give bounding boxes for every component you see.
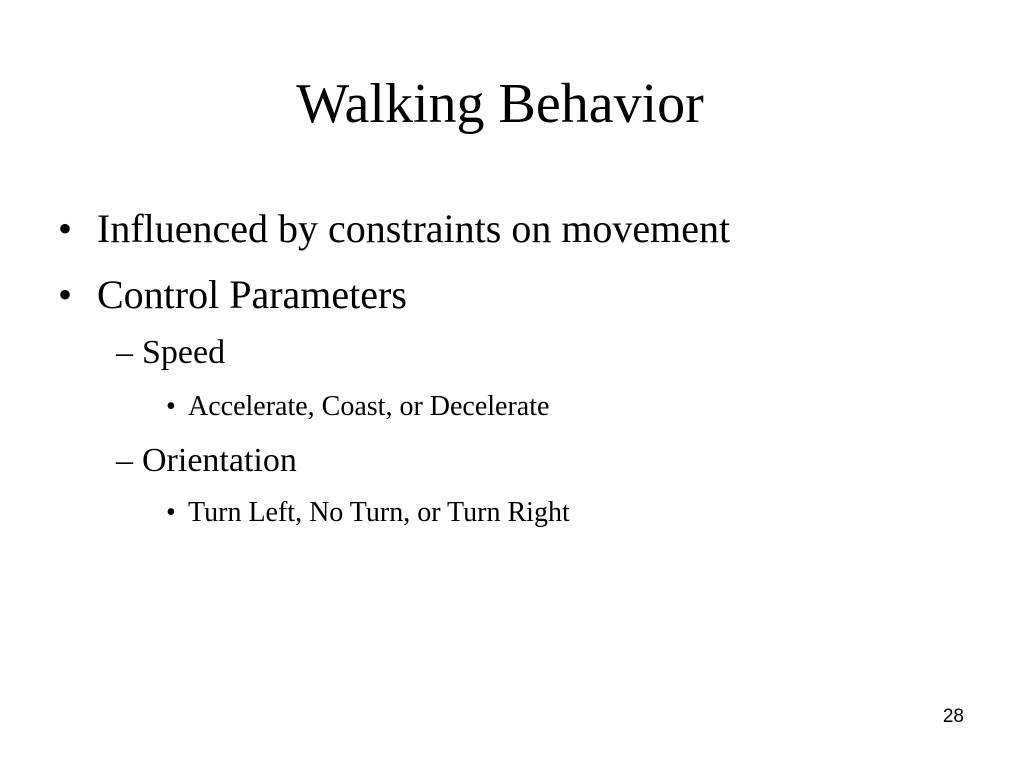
bullet-marker: • bbox=[58, 272, 73, 317]
slide-title: Walking Behavior bbox=[296, 73, 704, 135]
bullet-text: Control Parameters bbox=[97, 272, 407, 317]
sub-sub-bullet-marker: • bbox=[166, 497, 176, 528]
sub-sub-bullet-marker: • bbox=[166, 391, 176, 422]
bullet-text: Influenced by constraints on movement bbox=[97, 206, 731, 251]
sub-sub-bullet-text: Turn Left, No Turn, or Turn Right bbox=[188, 497, 570, 528]
sub-bullet-marker: – bbox=[116, 334, 133, 371]
sub-sub-bullet-text: Accelerate, Coast, or Decelerate bbox=[188, 391, 550, 422]
page-number: 28 bbox=[942, 706, 964, 727]
sub-bullet-marker: – bbox=[116, 442, 133, 479]
sub-bullet-text: Speed bbox=[142, 334, 226, 371]
bullet-marker: • bbox=[58, 206, 73, 251]
sub-bullet-text: Orientation bbox=[142, 442, 297, 479]
